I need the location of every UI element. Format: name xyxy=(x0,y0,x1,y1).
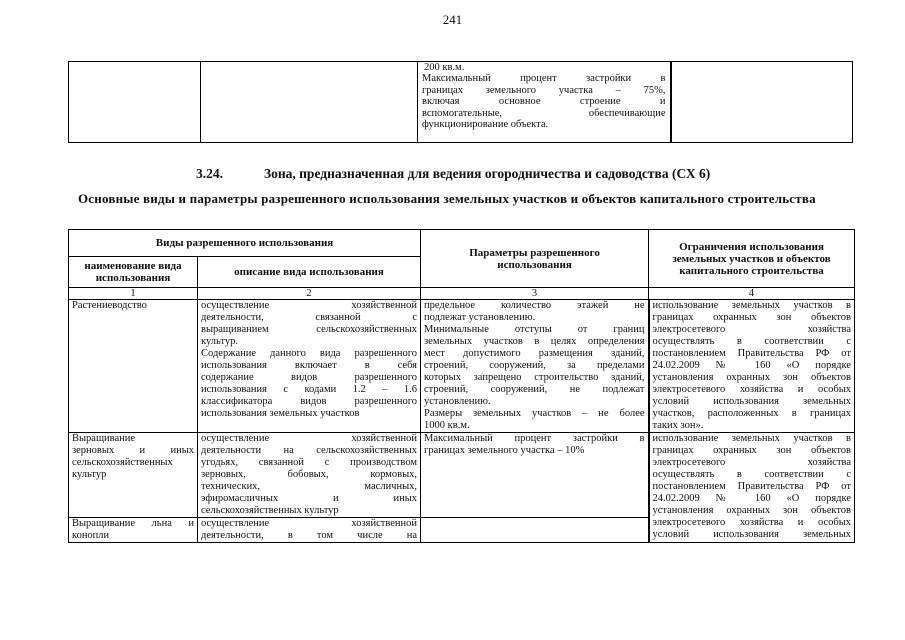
use-name-text: Растениеводство xyxy=(72,300,147,311)
text-line: содержание видов разрешенного xyxy=(201,372,418,383)
page-number: 241 xyxy=(442,12,463,27)
header-description: описание вида использования xyxy=(198,257,421,288)
text-line: предельное количество этажей не xyxy=(424,300,645,311)
text-line: строений, сооружений, не подлежат xyxy=(424,384,645,395)
header-restrictions: Ограничения использования земельных участков и объектов капитального строительства xyxy=(649,230,855,288)
text-line: использования с кодами 1.2 – 1.6 xyxy=(201,384,418,395)
text-line: границах охранных зон объектов xyxy=(652,445,852,456)
text-line: угодьях, связанной с производством xyxy=(201,457,418,468)
text-line: постановлением Правительства РФ от xyxy=(652,481,852,492)
text-line: земельных участков в целях определения xyxy=(424,336,645,347)
table-row xyxy=(69,433,855,518)
text-line: 200 кв.м. xyxy=(424,62,465,73)
text-line: условий использования земельных xyxy=(652,396,852,407)
text-line: границах земельного участка – 10% xyxy=(424,445,585,456)
text-line: использование земельных участков в xyxy=(652,300,852,311)
header-parameters: Параметры разрешенного использования xyxy=(421,230,649,288)
text-line: технических, масличных, xyxy=(201,481,418,492)
text-line: сельскохозяйственных культур xyxy=(201,505,339,516)
use-parameters xyxy=(421,433,649,518)
text-line: сельскохозяйственных xyxy=(72,457,173,468)
text-line: Максимальный процент застройки в xyxy=(424,433,645,444)
text-line: подлежат установлению. xyxy=(424,312,536,323)
text-line: участков, расположенных в границах xyxy=(652,408,852,419)
text-line: деятельности на сельскохозяйственных xyxy=(201,445,418,456)
text-line: Выращивание льна и xyxy=(72,518,194,529)
continuation-cell-3 xyxy=(418,62,671,143)
text-line: 24.02.2009 № 160 «О порядке xyxy=(652,493,852,504)
text-line: 1000 кв.м. xyxy=(424,420,470,431)
text-line: деятельности, в том числе на xyxy=(201,530,418,541)
text-line: включая основное строение и xyxy=(422,96,666,108)
use-description xyxy=(198,300,421,433)
text-line: границах охранных зон объектов xyxy=(652,312,852,323)
text-line: мест допустимого размещения зданий, xyxy=(424,348,645,359)
use-restrictions xyxy=(649,433,855,543)
table-heading-text: Основные виды и параметры разрешенного использования земельных участков и объектов капитального строительства xyxy=(78,191,816,206)
section-heading: Зона, предназначенная для ведения огородничества и садоводства (СХ 6) xyxy=(264,166,711,181)
text-line: постановлением Правительства РФ от xyxy=(652,348,852,359)
text-line: использование земельных участков в xyxy=(652,433,852,444)
zoning-table xyxy=(68,229,855,543)
text-line: Минимальные отступы от границ xyxy=(424,324,645,335)
use-name xyxy=(69,518,198,543)
text-line: таких зон». xyxy=(652,420,704,431)
text-line: установления охранных зон объектов xyxy=(652,505,852,516)
column-number: 1 xyxy=(69,288,198,300)
text-line: культур. xyxy=(201,336,238,347)
use-restrictions xyxy=(649,300,855,433)
text-line: электросетевого хозяйства xyxy=(652,324,852,335)
text-line: 24.02.2009 № 160 «О порядке xyxy=(652,360,852,371)
text-line: осуществление хозяйственной xyxy=(201,518,418,529)
text-line: установления охранных зон объектов xyxy=(652,372,852,383)
column-number: 2 xyxy=(198,288,421,300)
text-line: выращиванием сельскохозяйственных xyxy=(201,324,418,335)
text-line: функционирование объекта. xyxy=(422,119,549,131)
text-line: зерновых, бобовых, кормовых, xyxy=(201,469,418,480)
text-line: электросетевого хозяйства и особых xyxy=(652,517,852,528)
text-line: границах земельного участка – 75%, xyxy=(422,84,666,96)
text-line: деятельности, связанной с xyxy=(201,312,418,323)
continuation-cell-4 xyxy=(671,62,853,143)
text-line: электросетевого хозяйства xyxy=(652,457,852,468)
header-name: наименование вида использования xyxy=(69,257,198,288)
text-line: условий использования земельных xyxy=(652,529,852,540)
text-line: Выращивание xyxy=(72,433,136,444)
text-line: использования земельных участков xyxy=(201,408,360,419)
text-line: Содержание данного вида разрешенного xyxy=(201,348,418,359)
text-line: классификатора видов разрешенного xyxy=(201,396,418,407)
text-line: электросетевого хозяйства и особых xyxy=(652,384,852,395)
text-line: строений, сооружений, за пределами xyxy=(424,360,645,371)
column-number: 4 xyxy=(649,288,855,300)
text-line: которых запрещено строительство зданий, xyxy=(424,372,645,383)
text-line: конопли xyxy=(72,530,110,541)
text-line: использования включает в себя xyxy=(201,360,418,371)
text-line: зерновых и иных xyxy=(72,445,194,456)
use-description xyxy=(198,518,421,543)
text-line: установлению. xyxy=(424,396,491,407)
continuation-table xyxy=(68,61,853,143)
text-line: осуществлять в соответствии с xyxy=(652,336,852,347)
use-parameters xyxy=(421,300,649,433)
text-line: осуществление хозяйственной xyxy=(201,433,418,444)
table-row xyxy=(69,300,855,433)
use-name xyxy=(69,300,198,433)
column-number: 3 xyxy=(421,288,649,300)
continuation-cell-2 xyxy=(201,62,418,143)
text-line: культур xyxy=(72,469,107,480)
text-line: Максимальный процент застройки в xyxy=(422,73,666,85)
use-parameters xyxy=(421,518,649,543)
text-line: осуществление хозяйственной xyxy=(201,300,418,311)
use-description xyxy=(198,433,421,518)
text-line: эфиромасличных и иных xyxy=(201,493,418,504)
text-line: осуществлять в соответствии с xyxy=(652,469,852,480)
section-number: 3.24. xyxy=(196,166,223,181)
text-line: Размеры земельных участков – не более xyxy=(424,408,645,419)
use-name xyxy=(69,433,198,518)
continuation-cell-1 xyxy=(69,62,201,143)
header-group: Виды разрешенного использования xyxy=(69,230,421,257)
table-heading xyxy=(78,191,848,206)
text-line: вспомогательные, обеспечивающие xyxy=(422,107,666,119)
